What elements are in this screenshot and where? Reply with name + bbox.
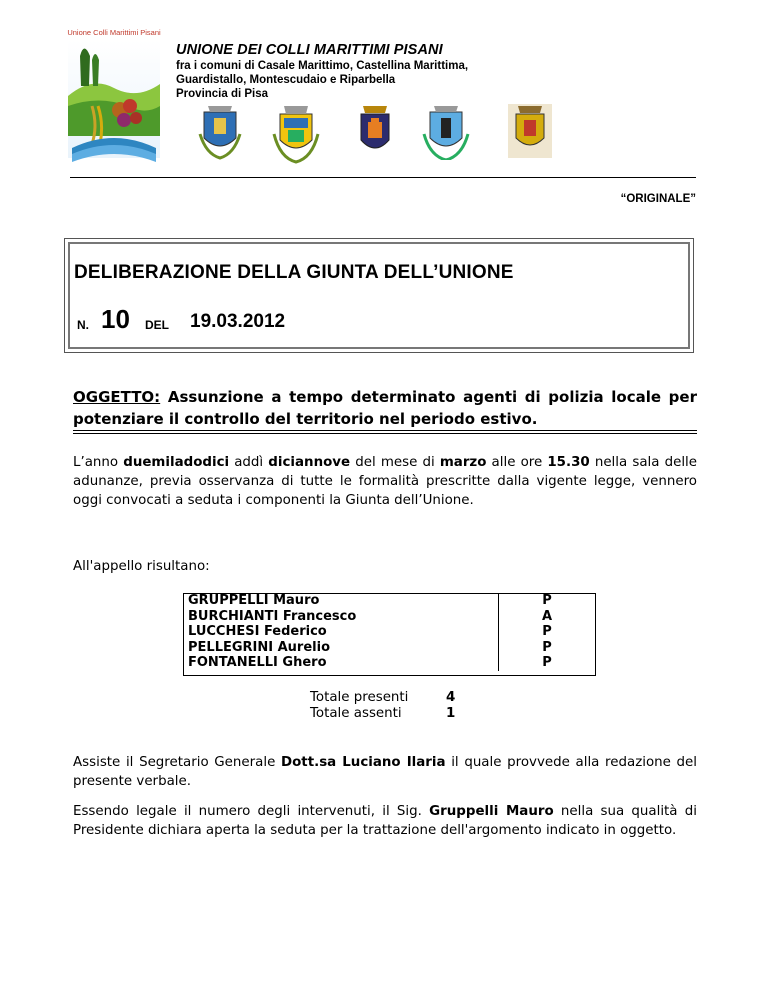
member-name: PELLEGRINI Aurelio — [184, 640, 499, 656]
intro-paragraph — [73, 453, 697, 510]
original-stamp: “ORIGINALE” — [620, 193, 696, 205]
member-status: P — [499, 655, 596, 671]
president-paragraph — [73, 802, 697, 840]
org-subtitle-line: fra i comuni di Casale Marittimo, Castellina Marittima, — [176, 60, 469, 72]
deliberation-number: 10 — [101, 304, 130, 334]
crest-icon — [196, 104, 244, 162]
total-present-value: 4 — [446, 690, 456, 705]
member-name: FONTANELLI Ghero — [184, 655, 499, 671]
logo-caption: Unione Colli Marittimi Pisani — [67, 28, 161, 37]
member-status: P — [499, 624, 596, 640]
subject — [73, 386, 697, 430]
table-row — [184, 609, 596, 625]
org-subtitle-line: Provincia di Pisa — [176, 88, 269, 100]
date-label: DEL — [145, 318, 169, 332]
municipal-crests — [190, 104, 560, 164]
member-name: GRUPPELLI Mauro — [184, 593, 499, 609]
members-table — [183, 593, 596, 671]
org-subtitle — [176, 59, 468, 101]
number-label: N. — [77, 318, 89, 332]
intro-text: alle ore — [486, 455, 548, 470]
deliberation-title: DELIBERAZIONE DELLA GIUNTA DELL’UNIONE — [74, 262, 514, 283]
secretary-text: il quale provvede alla redazione del presente verbale. — [73, 755, 698, 789]
totals-values — [446, 690, 455, 722]
intro-text: nella sala delle adunanze, previa osservanza di tutte le formalità prescritte dalla vigente legge, vennero oggi convocati a seduta i componenti la Giunta dell’Unione. — [73, 455, 697, 508]
intro-text: L’anno — [73, 455, 124, 470]
roll-call-label: All'appello risultano: — [73, 559, 210, 574]
org-subtitle-line: Guardistallo, Montescudaio e Riparbella — [176, 74, 396, 86]
crest-icon — [508, 104, 552, 158]
subject-rule — [73, 433, 697, 434]
deliberation-date: 19.03.2012 — [190, 311, 286, 332]
president-text: Essendo legale il numero degli intervenuti, il Sig. — [73, 804, 430, 819]
secretary-name: Dott.sa Luciano Ilaria — [280, 755, 446, 770]
crest-icon — [422, 104, 470, 160]
table-row — [184, 655, 596, 671]
member-name: LUCCHESI Federico — [184, 624, 499, 640]
total-absent-value: 1 — [446, 706, 456, 721]
crest-icon — [358, 104, 392, 156]
intro-text: del mese di — [350, 455, 440, 470]
secretary-text: Assiste il Segretario Generale — [73, 755, 281, 770]
secretary-paragraph — [73, 753, 697, 791]
intro-month: marzo — [439, 455, 487, 470]
table-row — [184, 640, 596, 656]
union-logo — [62, 28, 166, 178]
intro-year: duemiladodici — [123, 455, 230, 470]
member-name: BURCHIANTI Francesco — [184, 609, 499, 625]
subject-text: Assunzione a tempo determinato agenti di polizia locale per potenziare il controllo del territorio nel periodo estivo. — [73, 388, 697, 428]
intro-time: 15.30 — [547, 455, 590, 470]
subject-rule — [73, 430, 697, 431]
crest-icon — [270, 104, 322, 164]
org-title: UNIONE DEI COLLI MARITTIMI PISANI — [176, 42, 443, 58]
member-status: A — [499, 609, 596, 625]
member-status: P — [499, 640, 596, 656]
total-present-label: Totale presenti — [310, 690, 409, 705]
table-row — [184, 624, 596, 640]
intro-text: addì — [229, 455, 269, 470]
table-row — [184, 593, 596, 609]
president-name: Gruppelli Mauro — [429, 804, 554, 819]
president-text: nella sua qualità di Presidente dichiara aperta la seduta per la trattazione dell'argomento indicato in oggetto. — [73, 804, 697, 838]
member-status: P — [499, 593, 596, 609]
header-divider — [70, 177, 696, 178]
totals-labels — [310, 690, 408, 722]
subject-label: OGGETTO: — [73, 388, 161, 406]
total-absent-label: Totale assenti — [310, 706, 402, 721]
intro-day: diciannove — [268, 455, 351, 470]
deliberation-box — [64, 238, 694, 353]
